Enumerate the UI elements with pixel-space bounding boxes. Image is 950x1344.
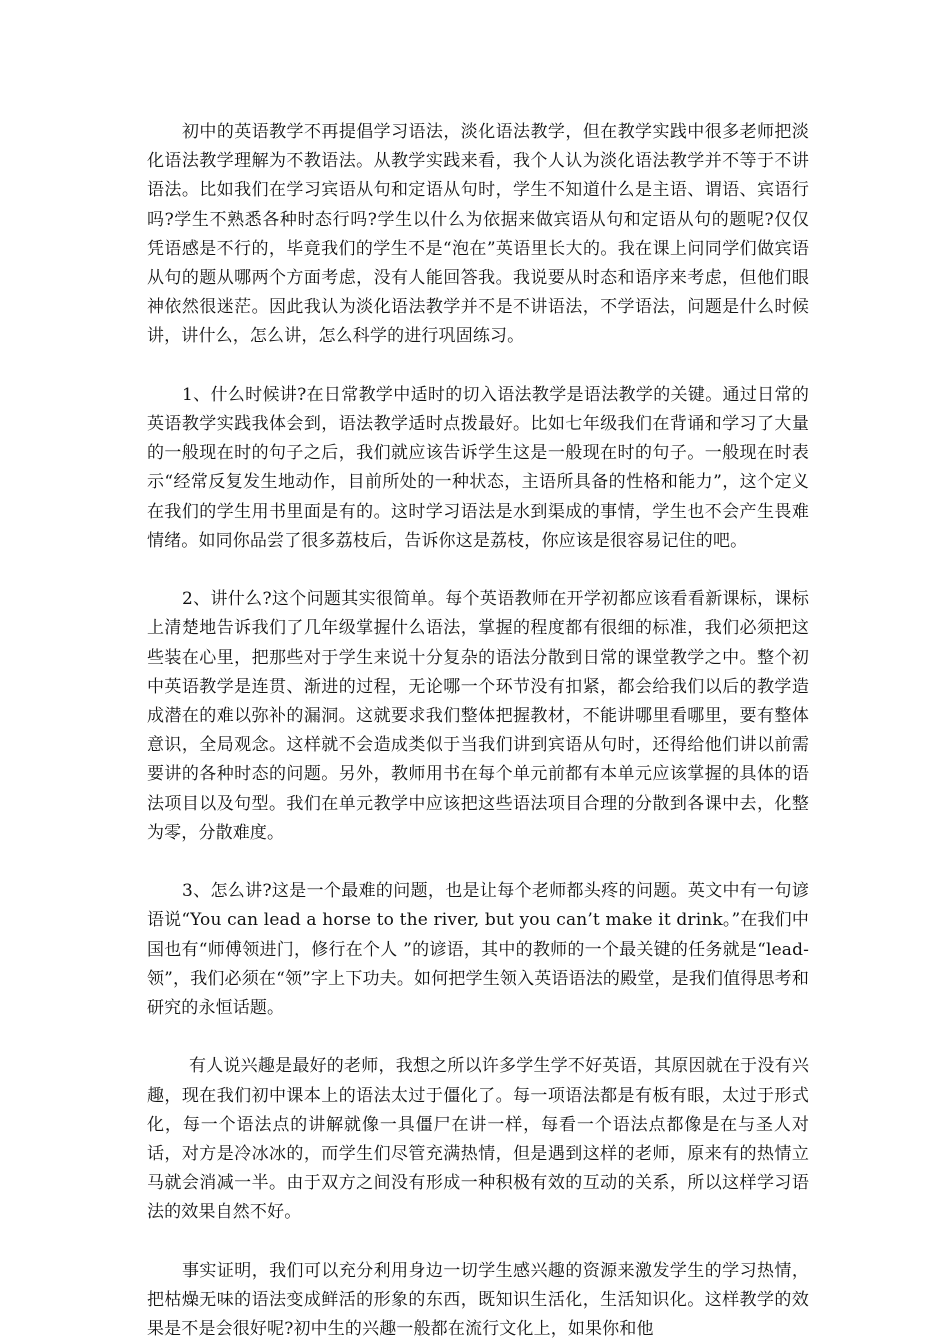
paragraph-what-to-teach: 2、讲什么?这个问题其实很简单。每个英语教师在开学初都应该看看新课标，课标上清楚地告诉我们了几年级掌握什么语法，掌握的程度都有很细的标准，我们必须把这些装在心里，把那些对于学生来说十分复杂的语法分散到日常的课堂教学之中。整个初中英语教学是连贯、渐进的过程，无论哪一个环节没有扣紧，都会给我们以后的教学造成潜在的难以弥补的漏洞。这就要求我们整体把握教材，不能讲哪里看哪里，要有整体意识，全局观念。这样就不会造成类似于当我们讲到宾语从句时，还得给他们讲以前需要讲的各种时态的问题。另外，教师用书在每个单元前都有本单元应该掌握的具体的语法项目以及句型。我们在单元教学中应该把这些语法项目合理的分散到各课中去，化整为零，分散难度。 bbox=[147, 589, 809, 843]
paragraph-intro: 初中的英语教学不再提倡学习语法，淡化语法教学，但在教学实践中很多老师把淡化语法教学理解为不教语法。从教学实践来看，我个人认为淡化语法教学并不等于不讲语法。比如我们在学习宾语从句和定语从句时，学生不知道什么是主语、谓语、宾语行吗?学生不熟悉各种时态行吗?学生以什么为依据来做宾语从句和定语从句的题呢?仅仅凭语感是不行的，毕竟我们的学生不是“泡在”英语里长大的。我在课上问同学们做宾语从句的题从哪两个方面考虑，没有人能回答我。我说要从时态和语序来考虑，但他们眼神依然很迷茫。因此我认为淡化语法教学并不是不讲语法，不学语法，问题是什么时候讲，讲什么，怎么讲，怎么科学的进行巩固练习。 bbox=[147, 122, 809, 347]
paragraph-interest: 有人说兴趣是最好的老师，我想之所以许多学生学不好英语，其原因就在于没有兴趣，现在我们初中课本上的语法太过于僵化了。每一项语法都是有板有眼，太过于形式化，每一个语法点的讲解就像一具僵尸在讲一样，每看一个语法点都像是在与圣人对话，对方是冷冰冰的，而学生们尽管充满热情，但是遇到这样的老师，原来有的热情立马就会消减一半。由于双方之间没有形成一种积极有效的互动的关系，所以这样学习语法的效果自然不好。 bbox=[147, 1056, 809, 1223]
paragraph-when-to-teach: 1、什么时候讲?在日常教学中适时的切入语法教学是语法教学的关键。通过日常的英语教学实践我体会到，语法教学适时点拨最好。比如七年级我们在背诵和学习了大量的一般现在时的句子之后，我们就应该告诉学生这是一般现在时的句子。一般现在时表示“经常反复发生地动作，目前所处的一种状态，主语所具备的性格和能力”，这个定义在我们的学生用书里面是有的。这时学习语法是水到渠成的事情，学生也不会产生畏难情绪。如同你品尝了很多荔枝后，告诉你这是荔枝，你应该是很容易记住的吧。 bbox=[147, 384, 809, 551]
paragraph-evidence: 事实证明，我们可以充分利用身边一切学生感兴趣的资源来激发学生的学习热情，把枯燥无味的语法变成鲜活的形象的东西，既知识生活化，生活知识化。这样教学的效果是不是会很好呢?初中生的兴趣一般都在流行文化上，如果你和他 bbox=[147, 1260, 809, 1340]
paragraph-how-to-teach: 3、怎么讲?这是一个最难的问题，也是让每个老师都头疼的问题。英文中有一句谚语说“You can lead a horse to the river, but you can’t make it drink。”在我们中国也有“师傅领进门，修行在个人 ”的谚语，其中的教师的一个最关键的任务就是“lead-领”，我们必须在“领”字上下功夫。如何把学生领入英语语法的殿堂，是我们值得思考和研究的永恒话题。 bbox=[147, 881, 809, 1019]
document-body bbox=[147, 118, 809, 1344]
